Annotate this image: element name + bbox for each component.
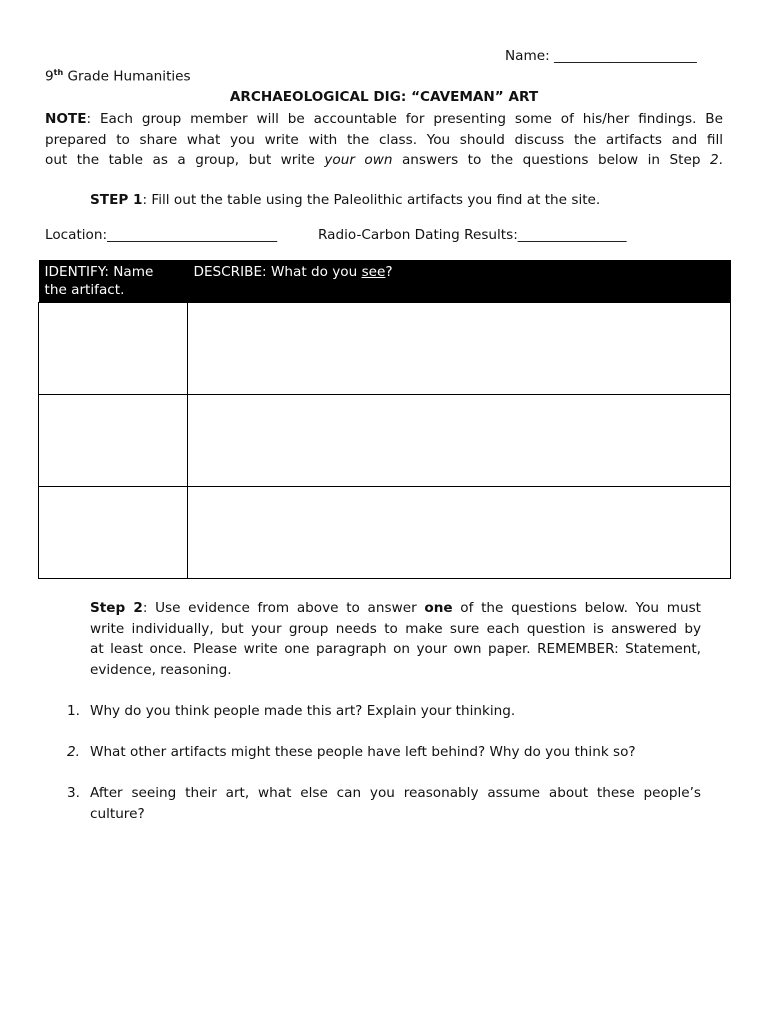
name-field[interactable]: [505, 48, 697, 64]
identify-cell[interactable]: [39, 395, 188, 487]
note-line-1-text: : Each group member will be accountable for presenting some of his/her findings. Be: [86, 111, 723, 127]
step2-line-2: write individually, but your group needs to make sure each question is answered by: [90, 620, 701, 637]
step2-emphasis: one: [424, 600, 453, 616]
describe-header: [188, 260, 731, 303]
note-line-3-b: answers to the questions below in Step: [392, 152, 711, 168]
question-number: 3.: [67, 785, 80, 801]
identify-cell[interactable]: [39, 303, 188, 395]
note-line-2: prepared to share what you write with the class. You should discuss the artifacts and fill: [45, 131, 723, 148]
describe-cell[interactable]: [188, 395, 731, 487]
step2-label: Step 2: [90, 600, 143, 616]
grade-number: 9: [45, 68, 54, 85]
question-3: [66, 783, 701, 824]
identify-header-line-2: the artifact.: [44, 282, 125, 298]
name-label: Name:: [505, 48, 550, 64]
course-label: [45, 68, 191, 85]
step2-line-4: evidence, reasoning.: [90, 661, 232, 678]
radio-carbon-field[interactable]: Radio-Carbon Dating Results:________________: [318, 227, 627, 243]
grade-suffix: th: [53, 68, 64, 77]
question-number: 1.: [67, 703, 80, 719]
artifact-table: [38, 260, 731, 579]
step1-instruction: [90, 192, 600, 208]
note-paragraph: [45, 109, 723, 171]
question-text: Why do you think people made this art? Explain your thinking.: [90, 703, 516, 719]
describe-header-suffix: ?: [385, 264, 393, 280]
note-label: NOTE: [45, 111, 87, 127]
identify-header: [39, 260, 188, 303]
step2-line-3: at least once. Please write one paragraph on your own paper. REMEMBER: Statement,: [90, 641, 701, 657]
step2-line-1: [90, 598, 701, 619]
step1-text: : Fill out the table using the Paleolithic artifacts you find at the site.: [142, 192, 601, 208]
table-row: [39, 395, 731, 487]
question-text: What other artifacts might these people have left behind? Why do you think so?: [90, 744, 636, 760]
describe-header-prefix: DESCRIBE: What do you: [193, 264, 362, 280]
note-line-1: [45, 109, 723, 130]
question-number: 2.: [67, 744, 80, 760]
describe-cell[interactable]: [188, 487, 731, 579]
question-1: [66, 701, 701, 722]
identify-header-line-1: IDENTIFY: Name: [44, 264, 154, 280]
note-line-3-a: out the table as a group, but write: [45, 152, 325, 168]
question-text-line-1: After seeing their art, what else can you reasonably assume about these people’s: [90, 785, 701, 801]
table-row: [39, 487, 731, 579]
note-line-3-end: .: [718, 152, 723, 168]
step1-label: STEP 1: [90, 192, 143, 208]
name-blank[interactable]: _____________________: [554, 48, 697, 64]
grade-rest: Grade Humanities: [63, 68, 191, 85]
note-step-number: 2: [710, 152, 719, 168]
table-header-row: [39, 260, 731, 303]
location-field[interactable]: Location:_________________________: [45, 227, 277, 243]
step2-line-1-a: : Use evidence from above to answer: [142, 600, 425, 616]
question-2: [66, 742, 701, 763]
step2-line-1-b: of the questions below. You must: [452, 600, 701, 616]
step2-instruction: [90, 598, 701, 680]
note-emphasis: your own: [324, 152, 393, 168]
identify-cell[interactable]: [39, 487, 188, 579]
table-row: [39, 303, 731, 395]
describe-cell[interactable]: [188, 303, 731, 395]
question-text-line-2: culture?: [90, 805, 145, 822]
note-line-3: [45, 150, 723, 171]
describe-header-underlined: see: [361, 264, 386, 280]
page-title: ARCHAEOLOGICAL DIG: “CAVEMAN” ART: [229, 89, 539, 105]
